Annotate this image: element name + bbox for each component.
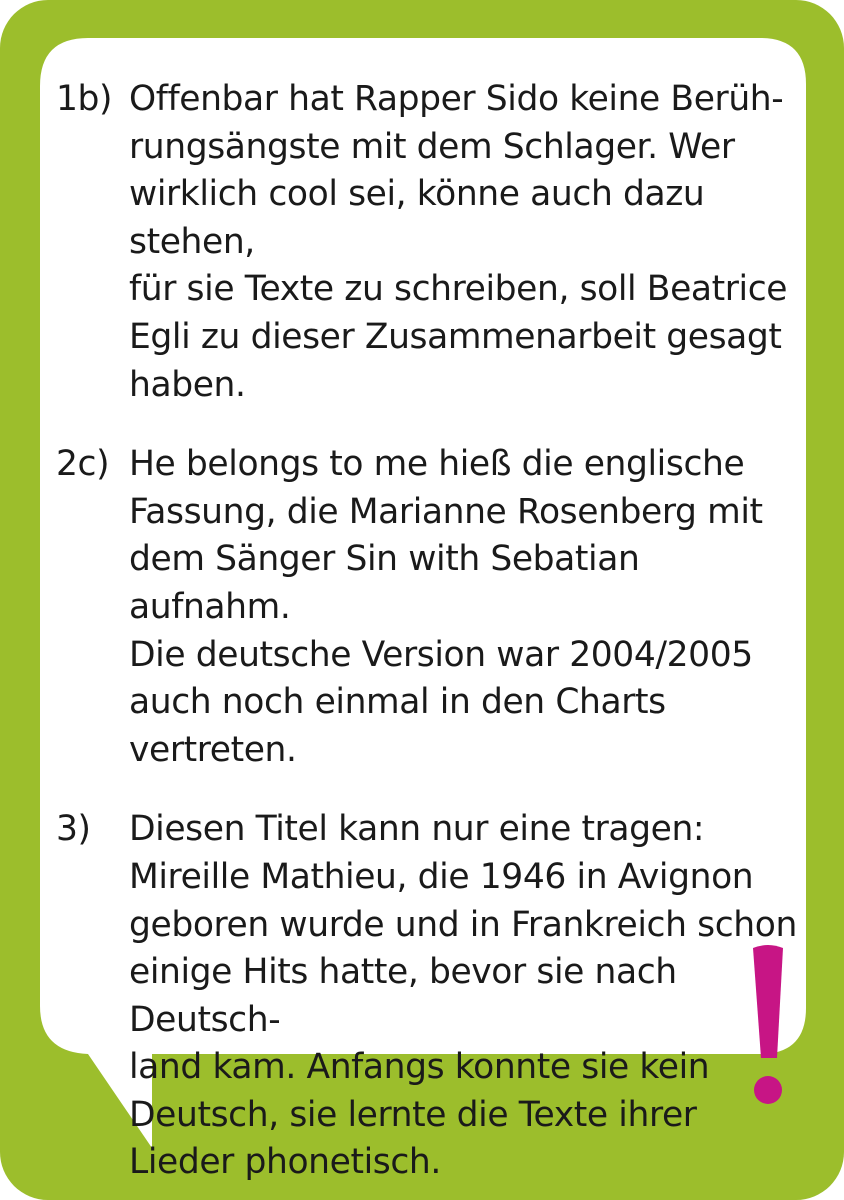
answer-number: 3) xyxy=(56,809,91,850)
answer-text: He belongs to me hieß die englische Fassung, die Marianne Rosenberg mit dem Sänger Sin with Sebatian aufnahm. Die deutsche Version war 2004/2005 auch noch einmal in den Charts vertreten. xyxy=(129,444,763,770)
answers-list xyxy=(56,76,806,1187)
exclamation-mark-icon xyxy=(744,940,792,1116)
answer-item xyxy=(56,76,806,409)
answer-text: Offenbar hat Rapper Sido keine Berüh- rungsängste mit dem Schlager. Wer wirklich cool sei, könne auch dazu stehen, für sie Texte zu schreiben, soll Beatrice Egli zu dieser Zusammenarbeit gesagt haben. xyxy=(129,79,788,405)
answer-text: Diesen Titel kann nur eine tragen: Mireille Mathieu, die 1946 in Avignon geboren wurde und in Frankreich schon einige Hits hatte, bevor sie nach Deutsch- land kam. Anfangs konnte sie kein Deutsch, sie lernte die Texte ihrer Lieder phonetisch. xyxy=(129,809,797,1183)
answer-item xyxy=(56,806,806,1187)
exclamation-dot xyxy=(754,1076,782,1104)
answer-item xyxy=(56,441,806,774)
answer-number: 2c) xyxy=(56,444,110,485)
exclamation-bar xyxy=(753,945,783,1058)
answer-number: 1b) xyxy=(56,79,113,119)
